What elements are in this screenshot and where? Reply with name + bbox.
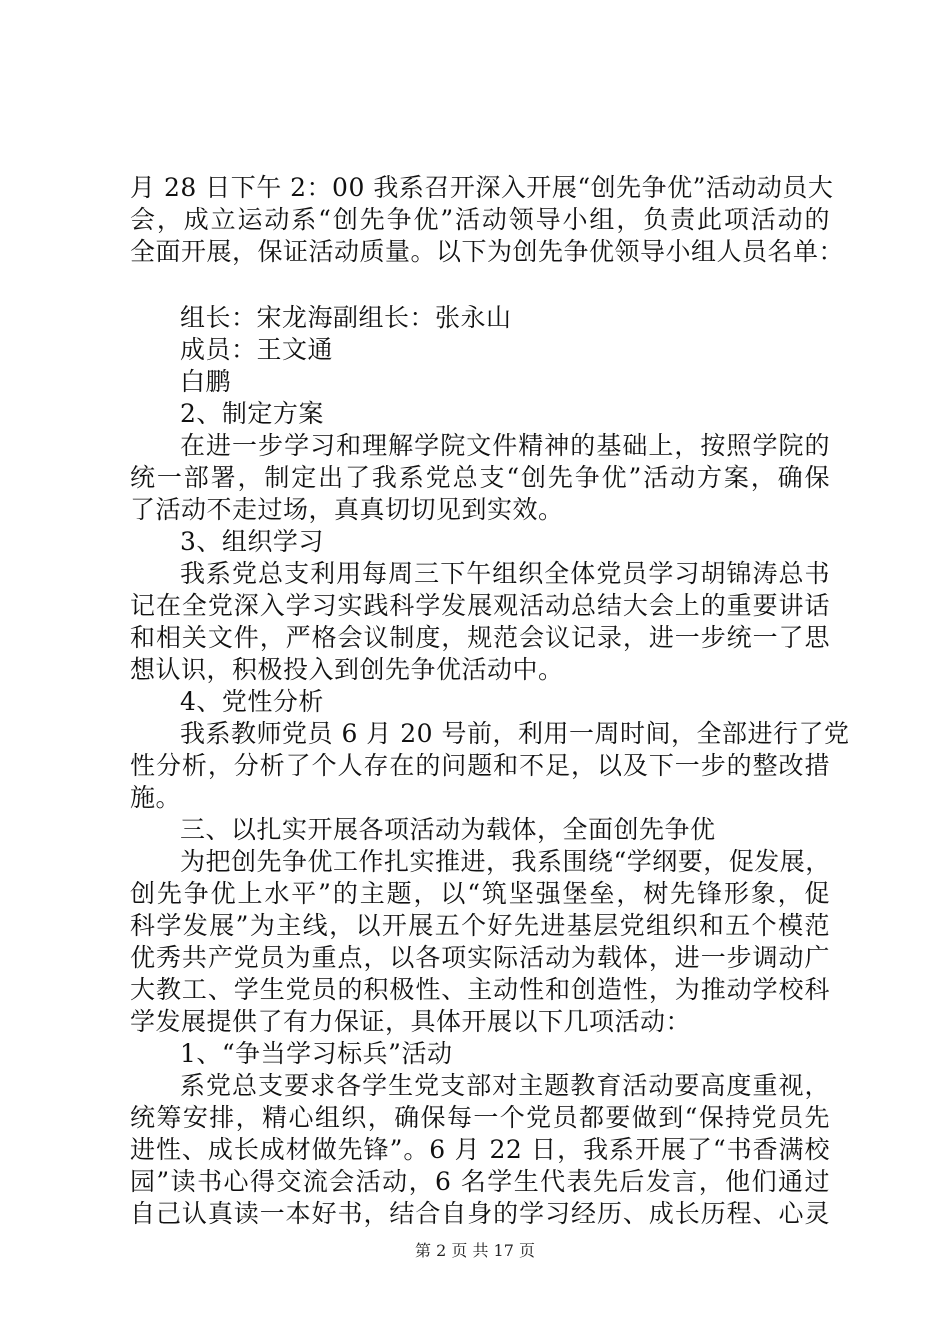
section-heading: 3、组织学习	[180, 527, 324, 556]
text-line: 记在全党深入学习实践科学发展观活动总结大会上的重要讲话	[130, 591, 830, 620]
text-line: 自己认真读一本好书，结合自身的学习经历、成长历程、心灵	[130, 1199, 830, 1228]
text-line: 园”读书心得交流会活动，6 名学生代表先后发言，他们通过	[130, 1167, 830, 1196]
text-line: 统筹安排，精心组织，确保每一个党员都要做到“保持党员先	[130, 1103, 830, 1132]
text-line: 成员：王文通	[180, 335, 334, 364]
text-line: 系党总支要求各学生党支部对主题教育活动要高度重视，	[180, 1071, 830, 1100]
text-line: 白鹏	[180, 367, 232, 396]
section-heading: 4、党性分析	[180, 687, 324, 716]
text-line: 月 28 日下午 2：00 我系召开深入开展“创先争优”活动动员大	[130, 173, 834, 202]
text-line: 优秀共产党员为重点，以各项实际活动为载体，进一步调动广	[130, 943, 830, 972]
text-line: 想认识，积极投入到创先争优活动中。	[130, 655, 564, 684]
text-line: 创先争优上水平”的主题，以“筑坚强堡垒，树先锋形象，促	[130, 879, 830, 908]
section-heading: 三、以扎实开展各项活动为载体，全面创先争优	[180, 815, 716, 844]
text-line: 大教工、学生党员的积极性、主动性和创造性，为推动学校科	[130, 975, 830, 1004]
text-line: 和相关文件，严格会议制度，规范会议记录，进一步统一了思	[130, 623, 830, 652]
text-line: 性分析，分析了个人存在的问题和不足，以及下一步的整改措	[130, 751, 830, 780]
text-line: 施。	[130, 783, 182, 812]
document-body	[130, 172, 850, 1230]
text-line: 了活动不走过场，真真切切见到实效。	[130, 495, 564, 524]
text-line: 统一部署，制定出了我系党总支“创先争优”活动方案，确保	[130, 463, 830, 492]
text-line: 科学发展”为主线，以开展五个好先进基层党组织和五个模范	[130, 911, 830, 940]
text-line: 进性、成长成材做先锋”。6 月 22 日，我系开展了“书香满校	[130, 1135, 830, 1164]
section-heading: 1、“争当学习标兵”活动	[180, 1039, 453, 1068]
text-line: 学发展提供了有力保证，具体开展以下几项活动：	[130, 1007, 692, 1036]
text-line: 全面开展，保证活动质量。以下为创先争优领导小组人员名单：	[130, 237, 845, 266]
text-line: 会，成立运动系“创先争优”活动领导小组，负责此项活动的	[130, 205, 830, 234]
section-heading: 2、制定方案	[180, 399, 324, 428]
text-line: 我系教师党员 6 月 20 号前，利用一周时间，全部进行了党	[180, 719, 850, 748]
text-line: 我系党总支利用每周三下午组织全体党员学习胡锦涛总书	[180, 559, 830, 588]
text-line: 在进一步学习和理解学院文件精神的基础上，按照学院的	[180, 431, 830, 460]
text-line: 为把创先争优工作扎实推进，我系围绕“学纲要，促发展，	[180, 847, 831, 876]
page-number-footer: 第 2 页 共 17 页	[415, 1241, 535, 1260]
text-line: 组长：宋龙海副组长：张永山	[180, 303, 512, 332]
